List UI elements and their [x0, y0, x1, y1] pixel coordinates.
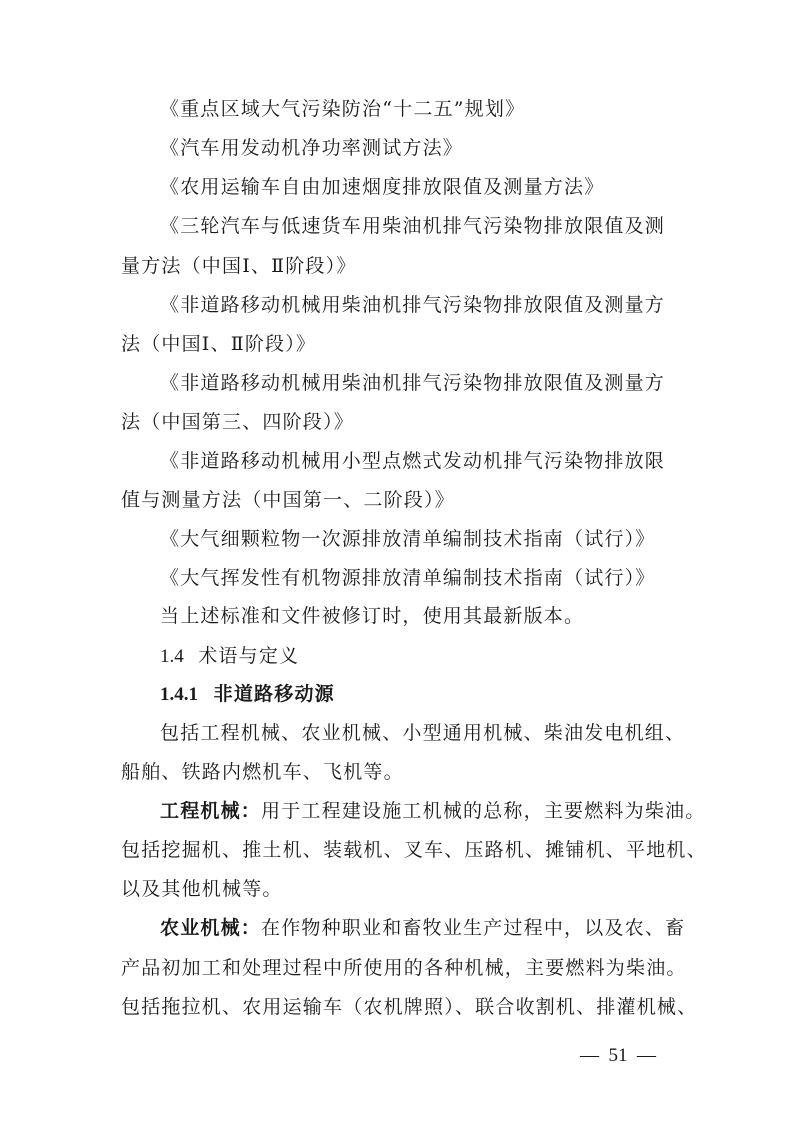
reference-line: 《非道路移动机械用柴油机排气污染物排放限值及测量方: [160, 372, 666, 394]
subsection-heading: [160, 681, 335, 708]
agricultural-paragraph-line: 产品初加工和处理过程中所使用的各种机械，主要燃料为柴油。: [121, 957, 687, 979]
reference-line: 《非道路移动机械用柴油机排气污染物排放限值及测量方: [160, 294, 666, 316]
engineering-paragraph-line: [160, 798, 705, 824]
section-title: 术语与定义: [198, 645, 300, 667]
footer-dash-right: —: [637, 1045, 656, 1066]
agricultural-paragraph-line: 包括拖拉机、农用运输车（农机牌照）、联合收割机、排灌机械、: [121, 996, 698, 1018]
page-number: 51: [608, 1045, 628, 1066]
page-footer: [580, 1044, 656, 1068]
agricultural-paragraph-line: [160, 915, 685, 941]
reference-line: 《三轮汽车与低速货车用柴油机排气污染物排放限值及测: [160, 215, 666, 237]
reference-line-continued: 法（中国Ⅰ、Ⅱ阶段）》: [121, 333, 317, 355]
section-number: 1.4: [160, 646, 184, 667]
subsection-title: 非道路移动源: [213, 683, 335, 705]
reference-line-continued: 值与测量方法（中国第一、二阶段）》: [121, 489, 455, 511]
footer-dash-left: —: [580, 1045, 599, 1066]
subsection-number: 1.4.1: [160, 684, 198, 705]
engineering-term: 工程机械：: [160, 800, 262, 822]
revision-note: 当上述标准和文件被修订时，使用其最新版本。: [160, 605, 585, 627]
reference-line: 《非道路移动机械用小型点燃式发动机排气污染物排放限: [160, 450, 666, 472]
reference-line: 《大气细颗粒物一次源排放清单编制技术指南（试行）》: [160, 528, 656, 550]
reference-line: 《重点区域大气污染防治“十二五”规划》: [160, 98, 526, 120]
section-heading: [160, 643, 299, 670]
engineering-paragraph-line: 以及其他机械等。: [121, 878, 283, 900]
reference-line-continued: 量方法（中国Ⅰ、Ⅱ阶段）》: [121, 255, 357, 277]
agricultural-term: 农业机械：: [160, 917, 262, 939]
intro-line: 包括工程机械、农业机械、小型通用机械、柴油发电机组、: [160, 722, 686, 744]
reference-line: 《农用运输车自由加速烟度排放限值及测量方法》: [160, 176, 605, 198]
agricultural-text: 在作物种职业和畜牧业生产过程中，以及农、畜: [261, 917, 686, 939]
intro-line: 船舶、铁路内燃机车、飞机等。: [121, 761, 404, 783]
reference-line-continued: 法（中国第三、四阶段）》: [121, 411, 354, 433]
engineering-paragraph-line: 包括挖掘机、推土机、装载机、叉车、压路机、摊铺机、平地机、: [121, 839, 707, 861]
reference-line: 《大气挥发性有机物源排放清单编制技术指南（试行）》: [160, 567, 656, 589]
engineering-text: 用于工程建设施工机械的总称，主要燃料为柴油。: [261, 800, 706, 822]
reference-line: 《汽车用发动机净功率测试方法》: [160, 137, 464, 159]
